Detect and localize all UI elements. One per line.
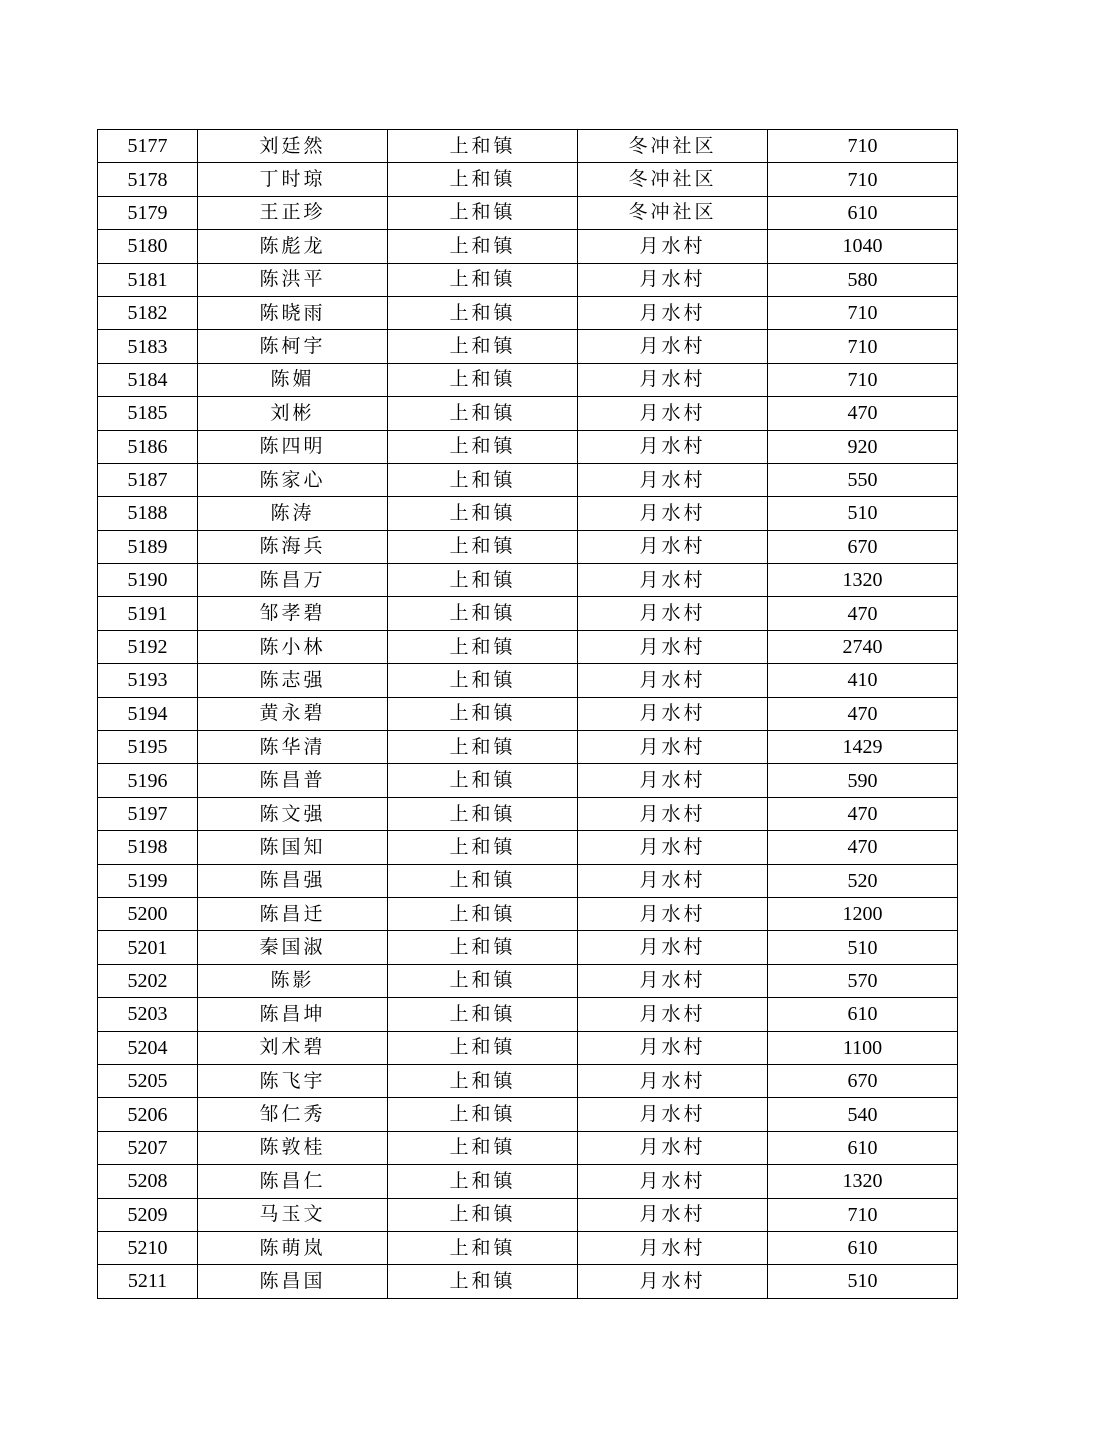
town-cell: 上和镇 [388,330,578,363]
serial-number-cell: 5195 [98,731,198,764]
serial-number-cell: 5196 [98,764,198,797]
name-cell: 陈柯宇 [198,330,388,363]
amount-cell: 610 [768,1231,958,1264]
name-cell: 陈海兵 [198,530,388,563]
table-row [98,330,958,363]
name-cell: 陈志强 [198,664,388,697]
name-cell: 陈昌迁 [198,897,388,930]
serial-number-cell: 5183 [98,330,198,363]
name-cell: 马玉文 [198,1198,388,1231]
town-cell: 上和镇 [388,463,578,496]
amount-cell: 510 [768,497,958,530]
village-cell: 月水村 [578,463,768,496]
name-cell: 陈昌万 [198,564,388,597]
amount-cell: 710 [768,363,958,396]
amount-cell: 470 [768,831,958,864]
village-cell: 月水村 [578,797,768,830]
name-cell: 陈飞宇 [198,1064,388,1097]
serial-number-cell: 5211 [98,1265,198,1298]
village-cell: 月水村 [578,697,768,730]
town-cell: 上和镇 [388,397,578,430]
village-cell: 月水村 [578,964,768,997]
village-cell: 月水村 [578,263,768,296]
name-cell: 秦国淑 [198,931,388,964]
serial-number-cell: 5184 [98,363,198,396]
name-cell: 陈敦桂 [198,1131,388,1164]
amount-cell: 1320 [768,1165,958,1198]
name-cell: 陈昌强 [198,864,388,897]
table-row [98,964,958,997]
name-cell: 陈洪平 [198,263,388,296]
town-cell: 上和镇 [388,1165,578,1198]
table-row [98,230,958,263]
serial-number-cell: 5203 [98,998,198,1031]
amount-cell: 570 [768,964,958,997]
serial-number-cell: 5178 [98,163,198,196]
name-cell: 陈昌仁 [198,1165,388,1198]
serial-number-cell: 5185 [98,397,198,430]
name-cell: 刘彬 [198,397,388,430]
town-cell: 上和镇 [388,831,578,864]
table-row [98,397,958,430]
table-row [98,831,958,864]
town-cell: 上和镇 [388,697,578,730]
amount-cell: 1429 [768,731,958,764]
serial-number-cell: 5202 [98,964,198,997]
amount-cell: 610 [768,1131,958,1164]
amount-cell: 1100 [768,1031,958,1064]
village-cell: 月水村 [578,998,768,1031]
town-cell: 上和镇 [388,1098,578,1131]
table-row [98,597,958,630]
amount-cell: 540 [768,1098,958,1131]
village-cell: 月水村 [578,664,768,697]
amount-cell: 1200 [768,897,958,930]
village-cell: 月水村 [578,1265,768,1298]
amount-cell: 1040 [768,230,958,263]
amount-cell: 2740 [768,630,958,663]
amount-cell: 610 [768,998,958,1031]
table-row [98,296,958,329]
name-cell: 陈萌岚 [198,1231,388,1264]
amount-cell: 670 [768,1064,958,1097]
data-table [97,129,958,1299]
name-cell: 刘廷然 [198,130,388,163]
name-cell: 陈小林 [198,630,388,663]
name-cell: 陈晓雨 [198,296,388,329]
village-cell: 月水村 [578,831,768,864]
amount-cell: 710 [768,163,958,196]
table-row [98,497,958,530]
serial-number-cell: 5198 [98,831,198,864]
table-row [98,1098,958,1131]
amount-cell: 510 [768,1265,958,1298]
serial-number-cell: 5193 [98,664,198,697]
amount-cell: 470 [768,597,958,630]
town-cell: 上和镇 [388,1031,578,1064]
village-cell: 月水村 [578,864,768,897]
table-row [98,897,958,930]
table-row [98,530,958,563]
serial-number-cell: 5189 [98,530,198,563]
name-cell: 陈昌普 [198,764,388,797]
serial-number-cell: 5182 [98,296,198,329]
serial-number-cell: 5187 [98,463,198,496]
village-cell: 月水村 [578,630,768,663]
serial-number-cell: 5181 [98,263,198,296]
town-cell: 上和镇 [388,998,578,1031]
town-cell: 上和镇 [388,731,578,764]
town-cell: 上和镇 [388,163,578,196]
serial-number-cell: 5186 [98,430,198,463]
table-row [98,130,958,163]
village-cell: 冬冲社区 [578,196,768,229]
serial-number-cell: 5179 [98,196,198,229]
table-row [98,196,958,229]
name-cell: 陈家心 [198,463,388,496]
table-row [98,1265,958,1298]
town-cell: 上和镇 [388,363,578,396]
village-cell: 月水村 [578,330,768,363]
amount-cell: 710 [768,296,958,329]
town-cell: 上和镇 [388,530,578,563]
village-cell: 月水村 [578,1231,768,1264]
village-cell: 月水村 [578,1031,768,1064]
name-cell: 刘术碧 [198,1031,388,1064]
town-cell: 上和镇 [388,630,578,663]
serial-number-cell: 5190 [98,564,198,597]
name-cell: 丁时琼 [198,163,388,196]
serial-number-cell: 5205 [98,1064,198,1097]
village-cell: 月水村 [578,230,768,263]
serial-number-cell: 5200 [98,897,198,930]
table-row [98,998,958,1031]
town-cell: 上和镇 [388,764,578,797]
town-cell: 上和镇 [388,864,578,897]
serial-number-cell: 5201 [98,931,198,964]
table-row [98,797,958,830]
amount-cell: 470 [768,397,958,430]
serial-number-cell: 5204 [98,1031,198,1064]
serial-number-cell: 5206 [98,1098,198,1131]
table-row [98,764,958,797]
village-cell: 月水村 [578,731,768,764]
amount-cell: 470 [768,697,958,730]
town-cell: 上和镇 [388,230,578,263]
serial-number-cell: 5209 [98,1198,198,1231]
serial-number-cell: 5197 [98,797,198,830]
name-cell: 黄永碧 [198,697,388,730]
village-cell: 月水村 [578,931,768,964]
amount-cell: 410 [768,664,958,697]
table-row [98,463,958,496]
table-row [98,430,958,463]
town-cell: 上和镇 [388,664,578,697]
name-cell: 陈影 [198,964,388,997]
serial-number-cell: 5208 [98,1165,198,1198]
village-cell: 月水村 [578,1165,768,1198]
table-body [98,130,958,1299]
table-row [98,864,958,897]
town-cell: 上和镇 [388,964,578,997]
serial-number-cell: 5188 [98,497,198,530]
village-cell: 月水村 [578,397,768,430]
town-cell: 上和镇 [388,1064,578,1097]
amount-cell: 710 [768,330,958,363]
amount-cell: 710 [768,1198,958,1231]
village-cell: 月水村 [578,363,768,396]
town-cell: 上和镇 [388,196,578,229]
village-cell: 冬冲社区 [578,163,768,196]
village-cell: 月水村 [578,1064,768,1097]
name-cell: 王正珍 [198,196,388,229]
serial-number-cell: 5191 [98,597,198,630]
serial-number-cell: 5210 [98,1231,198,1264]
town-cell: 上和镇 [388,897,578,930]
amount-cell: 710 [768,130,958,163]
village-cell: 月水村 [578,530,768,563]
amount-cell: 470 [768,797,958,830]
town-cell: 上和镇 [388,931,578,964]
amount-cell: 610 [768,196,958,229]
name-cell: 陈昌坤 [198,998,388,1031]
town-cell: 上和镇 [388,1265,578,1298]
table-row [98,1031,958,1064]
village-cell: 月水村 [578,897,768,930]
table-row [98,1064,958,1097]
name-cell: 邹孝碧 [198,597,388,630]
serial-number-cell: 5177 [98,130,198,163]
village-cell: 月水村 [578,430,768,463]
village-cell: 月水村 [578,1198,768,1231]
amount-cell: 670 [768,530,958,563]
village-cell: 月水村 [578,764,768,797]
name-cell: 陈四明 [198,430,388,463]
table-row [98,630,958,663]
table-row [98,931,958,964]
amount-cell: 520 [768,864,958,897]
serial-number-cell: 5194 [98,697,198,730]
amount-cell: 920 [768,430,958,463]
town-cell: 上和镇 [388,497,578,530]
name-cell: 陈涛 [198,497,388,530]
town-cell: 上和镇 [388,1131,578,1164]
amount-cell: 550 [768,463,958,496]
table-row [98,731,958,764]
table-row [98,363,958,396]
table-row [98,697,958,730]
name-cell: 陈文强 [198,797,388,830]
village-cell: 月水村 [578,296,768,329]
table-row [98,564,958,597]
town-cell: 上和镇 [388,130,578,163]
name-cell: 陈昌国 [198,1265,388,1298]
serial-number-cell: 5180 [98,230,198,263]
town-cell: 上和镇 [388,296,578,329]
town-cell: 上和镇 [388,1231,578,1264]
amount-cell: 510 [768,931,958,964]
town-cell: 上和镇 [388,430,578,463]
table-row [98,664,958,697]
village-cell: 冬冲社区 [578,130,768,163]
town-cell: 上和镇 [388,564,578,597]
village-cell: 月水村 [578,597,768,630]
table-row [98,1131,958,1164]
amount-cell: 1320 [768,564,958,597]
village-cell: 月水村 [578,564,768,597]
town-cell: 上和镇 [388,597,578,630]
town-cell: 上和镇 [388,797,578,830]
village-cell: 月水村 [578,1098,768,1131]
village-cell: 月水村 [578,1131,768,1164]
table-row [98,263,958,296]
serial-number-cell: 5207 [98,1131,198,1164]
amount-cell: 580 [768,263,958,296]
name-cell: 邹仁秀 [198,1098,388,1131]
amount-cell: 590 [768,764,958,797]
serial-number-cell: 5199 [98,864,198,897]
name-cell: 陈媚 [198,363,388,396]
table-row [98,1231,958,1264]
serial-number-cell: 5192 [98,630,198,663]
name-cell: 陈国知 [198,831,388,864]
name-cell: 陈彪龙 [198,230,388,263]
table-row [98,163,958,196]
table-row [98,1165,958,1198]
table-row [98,1198,958,1231]
town-cell: 上和镇 [388,263,578,296]
village-cell: 月水村 [578,497,768,530]
name-cell: 陈华清 [198,731,388,764]
town-cell: 上和镇 [388,1198,578,1231]
